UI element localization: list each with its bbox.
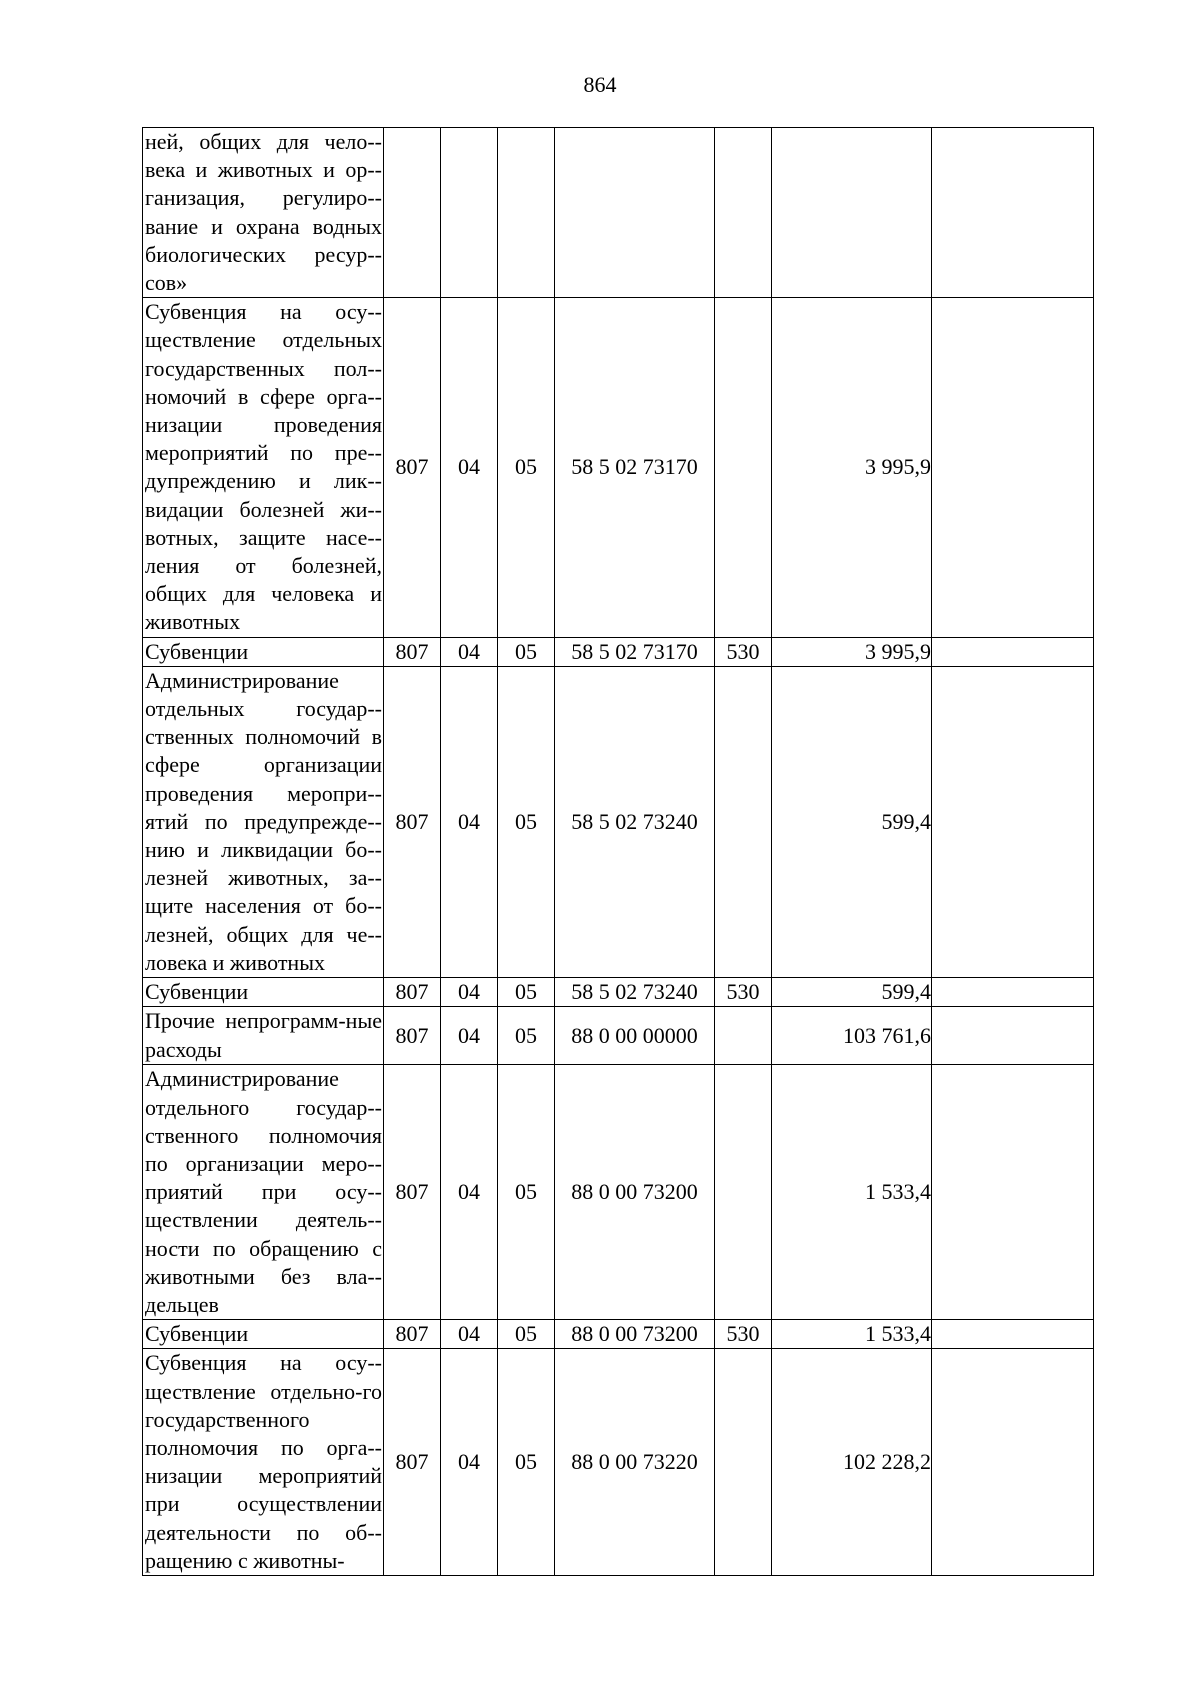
csr-cell: 88 0 00 73200 <box>555 1065 715 1320</box>
ved-cell: 807 <box>384 1349 441 1576</box>
sum-cell: 599,4 <box>772 666 932 977</box>
sum-cell: 103 761,6 <box>772 1007 932 1065</box>
extra-cell <box>932 637 1094 666</box>
sum-cell: 3 995,9 <box>772 298 932 637</box>
row-name: Субвенция на осу-ществление отдельно-го государственного полномочия по орга-низации мероприятий при осуществлении деятельности по об-ращению с животны- <box>145 1350 382 1573</box>
csr-cell: 88 0 00 00000 <box>555 1007 715 1065</box>
extra-cell <box>932 298 1094 637</box>
row-name-cell <box>143 1065 384 1320</box>
pr-cell: 05 <box>498 1065 555 1320</box>
row-name-cell <box>143 978 384 1007</box>
csr-cell: 88 0 00 73200 <box>555 1320 715 1349</box>
extra-cell <box>932 666 1094 977</box>
sum-cell: 1 533,4 <box>772 1065 932 1320</box>
csr-cell: 58 5 02 73240 <box>555 666 715 977</box>
vr-cell <box>715 298 772 637</box>
row-name-cell <box>143 1320 384 1349</box>
row-name: Субвенции <box>145 638 249 664</box>
pr-cell: 05 <box>498 298 555 637</box>
csr-cell: 58 5 02 73170 <box>555 637 715 666</box>
pr-cell: 05 <box>498 978 555 1007</box>
table-row <box>143 1320 1094 1349</box>
vr-cell <box>715 1065 772 1320</box>
vr-cell <box>715 1007 772 1065</box>
rz-cell: 04 <box>441 666 498 977</box>
extra-cell <box>932 1320 1094 1349</box>
row-name: Прочие непрограмм-ные расходы <box>145 1008 382 1062</box>
extra-cell <box>932 978 1094 1007</box>
rz-cell: 04 <box>441 978 498 1007</box>
table-row <box>143 128 1094 298</box>
ved-cell: 807 <box>384 298 441 637</box>
sum-cell: 102 228,2 <box>772 1349 932 1576</box>
row-name: Субвенции <box>145 1321 249 1347</box>
sum-cell <box>772 128 932 298</box>
sum-cell: 1 533,4 <box>772 1320 932 1349</box>
pr-cell: 05 <box>498 637 555 666</box>
table-row <box>143 1349 1094 1576</box>
rz-cell <box>441 128 498 298</box>
csr-cell <box>555 128 715 298</box>
page-number: 864 <box>583 72 617 97</box>
vr-cell: 530 <box>715 978 772 1007</box>
vr-cell <box>715 666 772 977</box>
row-name-cell <box>143 666 384 977</box>
pr-cell: 05 <box>498 666 555 977</box>
rz-cell: 04 <box>441 637 498 666</box>
table-row <box>143 1065 1094 1320</box>
vr-cell: 530 <box>715 1320 772 1349</box>
row-name-cell <box>143 128 384 298</box>
row-name: ней, общих для чело-века и животных и ор-ганизация, регулиро-вание и охрана водных биологических ресур-сов» <box>145 129 382 296</box>
csr-cell: 58 5 02 73170 <box>555 298 715 637</box>
row-name-cell <box>143 637 384 666</box>
extra-cell <box>932 1349 1094 1576</box>
extra-cell <box>932 1007 1094 1065</box>
row-name-cell <box>143 1349 384 1576</box>
budget-table <box>142 127 1094 1576</box>
row-name: Администрирование отдельных государ-ственных полномочий в сфере организации проведения меропри-ятий по предупрежде-нию и ликвидации бо-лезней животных, за-щите населения от бо-лезней, общих для че-ловека и животных <box>145 667 382 975</box>
pr-cell: 05 <box>498 1007 555 1065</box>
ved-cell: 807 <box>384 978 441 1007</box>
csr-cell: 88 0 00 73220 <box>555 1349 715 1576</box>
rz-cell: 04 <box>441 1320 498 1349</box>
rz-cell: 04 <box>441 1349 498 1576</box>
row-name: Администрирование отдельного государ-ственного полномочия по организации меро-приятий при осу-ществлении деятель-ности по обращению с животными без вла-дельцев <box>145 1066 382 1317</box>
rz-cell: 04 <box>441 1007 498 1065</box>
vr-cell <box>715 128 772 298</box>
vr-cell <box>715 1349 772 1576</box>
rz-cell: 04 <box>441 1065 498 1320</box>
ved-cell: 807 <box>384 1320 441 1349</box>
extra-cell <box>932 1065 1094 1320</box>
vr-cell: 530 <box>715 637 772 666</box>
row-name: Субвенции <box>145 979 249 1005</box>
ved-cell <box>384 128 441 298</box>
sum-cell: 3 995,9 <box>772 637 932 666</box>
row-name: Субвенция на осу-ществление отдельных государственных пол-номочий в сфере орга-низации проведения мероприятий по пре-дупреждению и лик-видации болезней жи-вотных, защите насе-ления от болезней, общих для человека и животных <box>145 299 382 635</box>
table-row <box>143 978 1094 1007</box>
ved-cell: 807 <box>384 637 441 666</box>
rz-cell: 04 <box>441 298 498 637</box>
pr-cell: 05 <box>498 1349 555 1576</box>
pr-cell <box>498 128 555 298</box>
row-name-cell <box>143 1007 384 1065</box>
row-name-cell <box>143 298 384 637</box>
extra-cell <box>932 128 1094 298</box>
ved-cell: 807 <box>384 666 441 977</box>
sum-cell: 599,4 <box>772 978 932 1007</box>
table-row <box>143 298 1094 637</box>
ved-cell: 807 <box>384 1007 441 1065</box>
ved-cell: 807 <box>384 1065 441 1320</box>
table-row <box>143 1007 1094 1065</box>
table-body <box>143 128 1094 1576</box>
csr-cell: 58 5 02 73240 <box>555 978 715 1007</box>
pr-cell: 05 <box>498 1320 555 1349</box>
table-row <box>143 637 1094 666</box>
table-row <box>143 666 1094 977</box>
